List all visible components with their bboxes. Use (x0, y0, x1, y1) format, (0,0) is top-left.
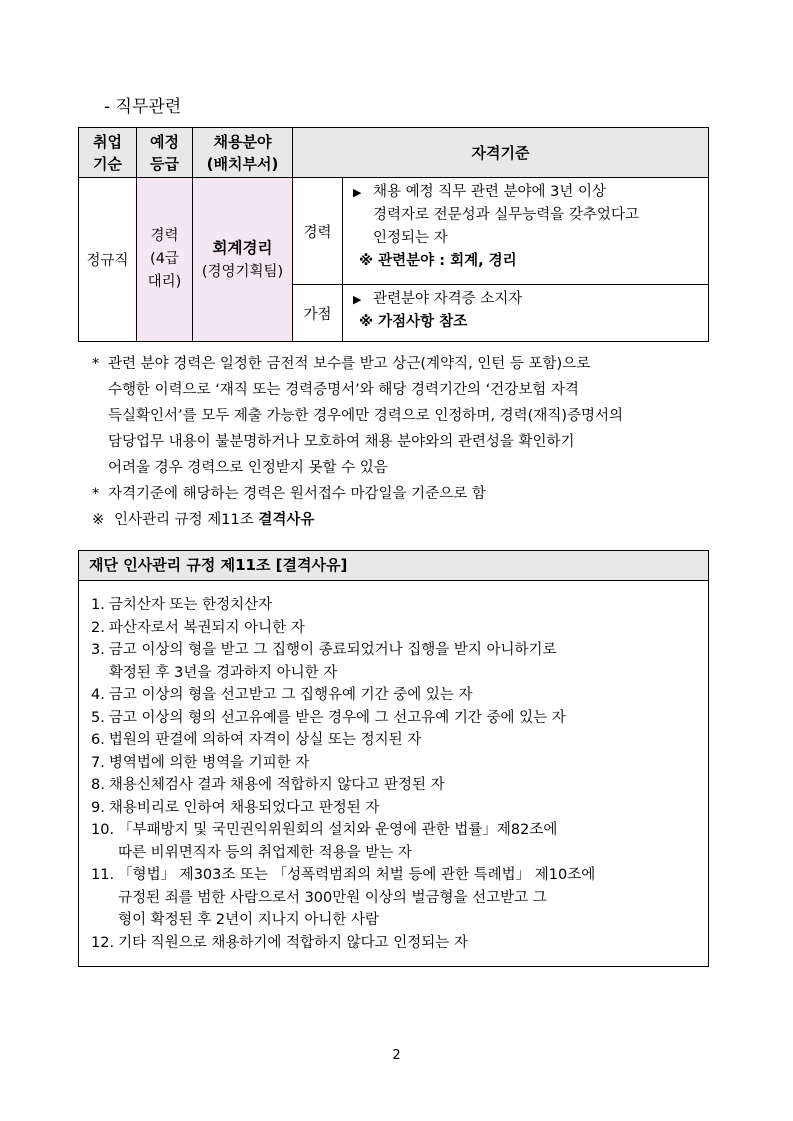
cell-field (193, 178, 293, 342)
list-item-line: 확정된 후 3년을 경과하지 아니한 자 (108, 664, 338, 681)
list-item-line: 법원의 판결에 의하여 자격이 상실 또는 정지된 자 (108, 732, 422, 748)
table-row (79, 178, 709, 285)
list-item-line: 금고 이상의 형을 선고받고 그 집행유예 기간 중에 있는 자 (108, 687, 473, 703)
list-item-number: 12. (91, 934, 115, 951)
list-item (91, 774, 700, 797)
note-line: 어려울 경우 경력으로 인정받지 못할 수 있음 (108, 460, 388, 476)
list-item-text (109, 639, 700, 684)
header-field-line1: 채용분야 (213, 132, 272, 151)
qualification-table (78, 127, 709, 342)
list-item-number: 1. (91, 597, 105, 613)
disqualification-box (78, 550, 709, 967)
list-item-number: 8. (91, 777, 105, 793)
grade-line3: 대리) (147, 274, 182, 290)
list-item-number: 2. (91, 619, 105, 636)
notes (92, 351, 722, 533)
reference-note (92, 507, 722, 533)
list-item (91, 797, 700, 820)
header-grade (137, 128, 193, 178)
list-item-line: 금고 이상의 형을 받고 그 집행이 종료되었거나 집행을 받지 아니하기로 (108, 642, 557, 658)
note-item (92, 351, 722, 481)
list-item-text (109, 774, 700, 797)
bonus-ref: ※ 가점사항 참조 (359, 314, 468, 330)
list-item (91, 932, 700, 955)
list-item-number: 7. (91, 754, 105, 771)
list-item-line: 규정된 죄를 범한 사람으로서 300만원 이상의 벌금형을 선고받고 그 (118, 889, 547, 906)
list-item-text (109, 707, 700, 730)
header-grade-line1: 예정 (150, 132, 179, 151)
career-ref: ※ 관련분야 : 회계, 경리 (359, 253, 517, 269)
list-item-number: 9. (91, 799, 105, 816)
list-item-text (109, 752, 700, 775)
list-item-number: 10. (91, 822, 115, 838)
reference-prefix: 인사관리 규정 제11조 (114, 512, 259, 528)
list-item-line: 금치산자 또는 한정치산자 (108, 597, 273, 613)
note-line: 자격기준에 해당하는 경력은 원서접수 마감일을 기준으로 함 (108, 486, 486, 502)
list-item-line: 기타 직원으로 채용하기에 적합하지 않다고 인정되는 자 (118, 934, 468, 951)
list-item-text (118, 819, 700, 864)
triangle-bullet-icon: ▶ (353, 293, 362, 306)
list-item (91, 864, 700, 932)
page-number: 2 (392, 1048, 401, 1063)
list-item (91, 617, 700, 640)
cell-employment-type: 정규직 (79, 178, 137, 342)
header-grade-line2: 등급 (150, 154, 179, 173)
list-item (91, 729, 700, 752)
grade-line1: 경력 (150, 228, 179, 244)
career-line2: 경력자로 전문성과 실무능력을 갖추었다고 (373, 207, 639, 223)
list-item-text (118, 864, 700, 932)
triangle-bullet-icon: ▶ (353, 186, 362, 199)
header-type-line2: 기순 (93, 154, 122, 173)
disqualification-list (79, 581, 708, 954)
cell-bonus-label: 가점 (293, 285, 343, 342)
header-field-line2: (배치부서) (206, 154, 279, 173)
list-item-line: 채용신체검사 결과 채용에 적합하지 않다고 판정된 자 (108, 777, 445, 793)
field-name: 회계경리 (212, 238, 273, 257)
career-line1: 채용 예정 직무 관련 분야에 3년 이상 (373, 184, 606, 200)
table-header-row (79, 128, 709, 178)
note-line: 관련 분야 경력은 일정한 금전적 보수를 받고 상근(계약직, 인턴 등 포함)으로 (108, 356, 591, 372)
list-item-number: 3. (91, 642, 105, 658)
cell-bonus-criteria (343, 285, 709, 342)
list-item-line: 파산자로서 복권되지 아니한 자 (108, 619, 305, 636)
header-employment-type (79, 128, 137, 178)
section-heading: - 직무관련 (104, 97, 182, 117)
cell-grade (137, 178, 193, 342)
list-item-text (109, 729, 700, 752)
list-item-text (118, 932, 700, 955)
list-item-text (109, 797, 700, 820)
cell-career-criteria (343, 178, 709, 285)
list-item (91, 594, 700, 617)
note-line: 득실확인서’를 모두 제출 가능한 경우에만 경력으로 인정하며, 경력(재직)증명서의 (108, 408, 624, 424)
note-line: 수행한 이력으로 ‘재직 또는 경력증명서’와 해당 경력기간의 ‘건강보험 자격 (108, 382, 579, 398)
list-item-number: 11. (91, 867, 115, 883)
bonus-text: 관련분야 자격증 소지자 (373, 291, 523, 307)
grade-line2: (4급 (150, 251, 179, 267)
list-item-number: 5. (91, 709, 105, 726)
header-type-line1: 취업 (93, 132, 122, 151)
list-item-line: 「형법」 제303조 또는 「성폭력범죄의 처벌 등에 관한 특례법」 제10조에 (118, 867, 596, 883)
reference-bold: 결격사유 (258, 512, 315, 528)
list-item-line: 「부패방지 및 국민권익위원회의 설치와 운영에 관한 법률」제82조에 (118, 822, 558, 838)
list-item-line: 채용비리로 인하여 채용되었다고 판정된 자 (108, 799, 380, 816)
list-item (91, 819, 700, 864)
list-item-text (109, 594, 700, 617)
list-item-number: 4. (91, 687, 105, 703)
list-item-line: 병역법에 의한 병역을 기피한 자 (108, 754, 310, 771)
header-field (193, 128, 293, 178)
list-item-text (109, 617, 700, 640)
cell-career-label: 경력 (293, 178, 343, 285)
list-item (91, 684, 700, 707)
disqualification-title: 재단 인사관리 규정 제11조 [결격사유] (79, 551, 708, 581)
list-item-line: 따른 비위면직자 등의 취업제한 적용을 받는 자 (118, 844, 412, 861)
list-item (91, 639, 700, 684)
list-item (91, 752, 700, 775)
note-mark: * (92, 356, 100, 372)
list-item-number: 6. (91, 732, 105, 748)
list-item-line: 금고 이상의 형의 선고유예를 받은 경우에 그 선고유예 기간 중에 있는 자 (108, 709, 566, 726)
list-item-line: 형이 확정된 후 2년이 지나지 아니한 사람 (118, 912, 380, 928)
note-line: 담당업무 내용이 불분명하거나 모호하여 채용 분야와의 관련성을 확인하기 (108, 434, 575, 450)
list-item (91, 707, 700, 730)
header-criteria: 자격기준 (293, 128, 709, 178)
reference-mark: ※ (92, 512, 105, 528)
note-mark: * (92, 486, 100, 502)
list-item-text (109, 684, 700, 707)
note-item (92, 481, 722, 507)
field-dept: (경영기획팀) (201, 263, 284, 280)
career-line3: 인정되는 자 (373, 230, 448, 246)
